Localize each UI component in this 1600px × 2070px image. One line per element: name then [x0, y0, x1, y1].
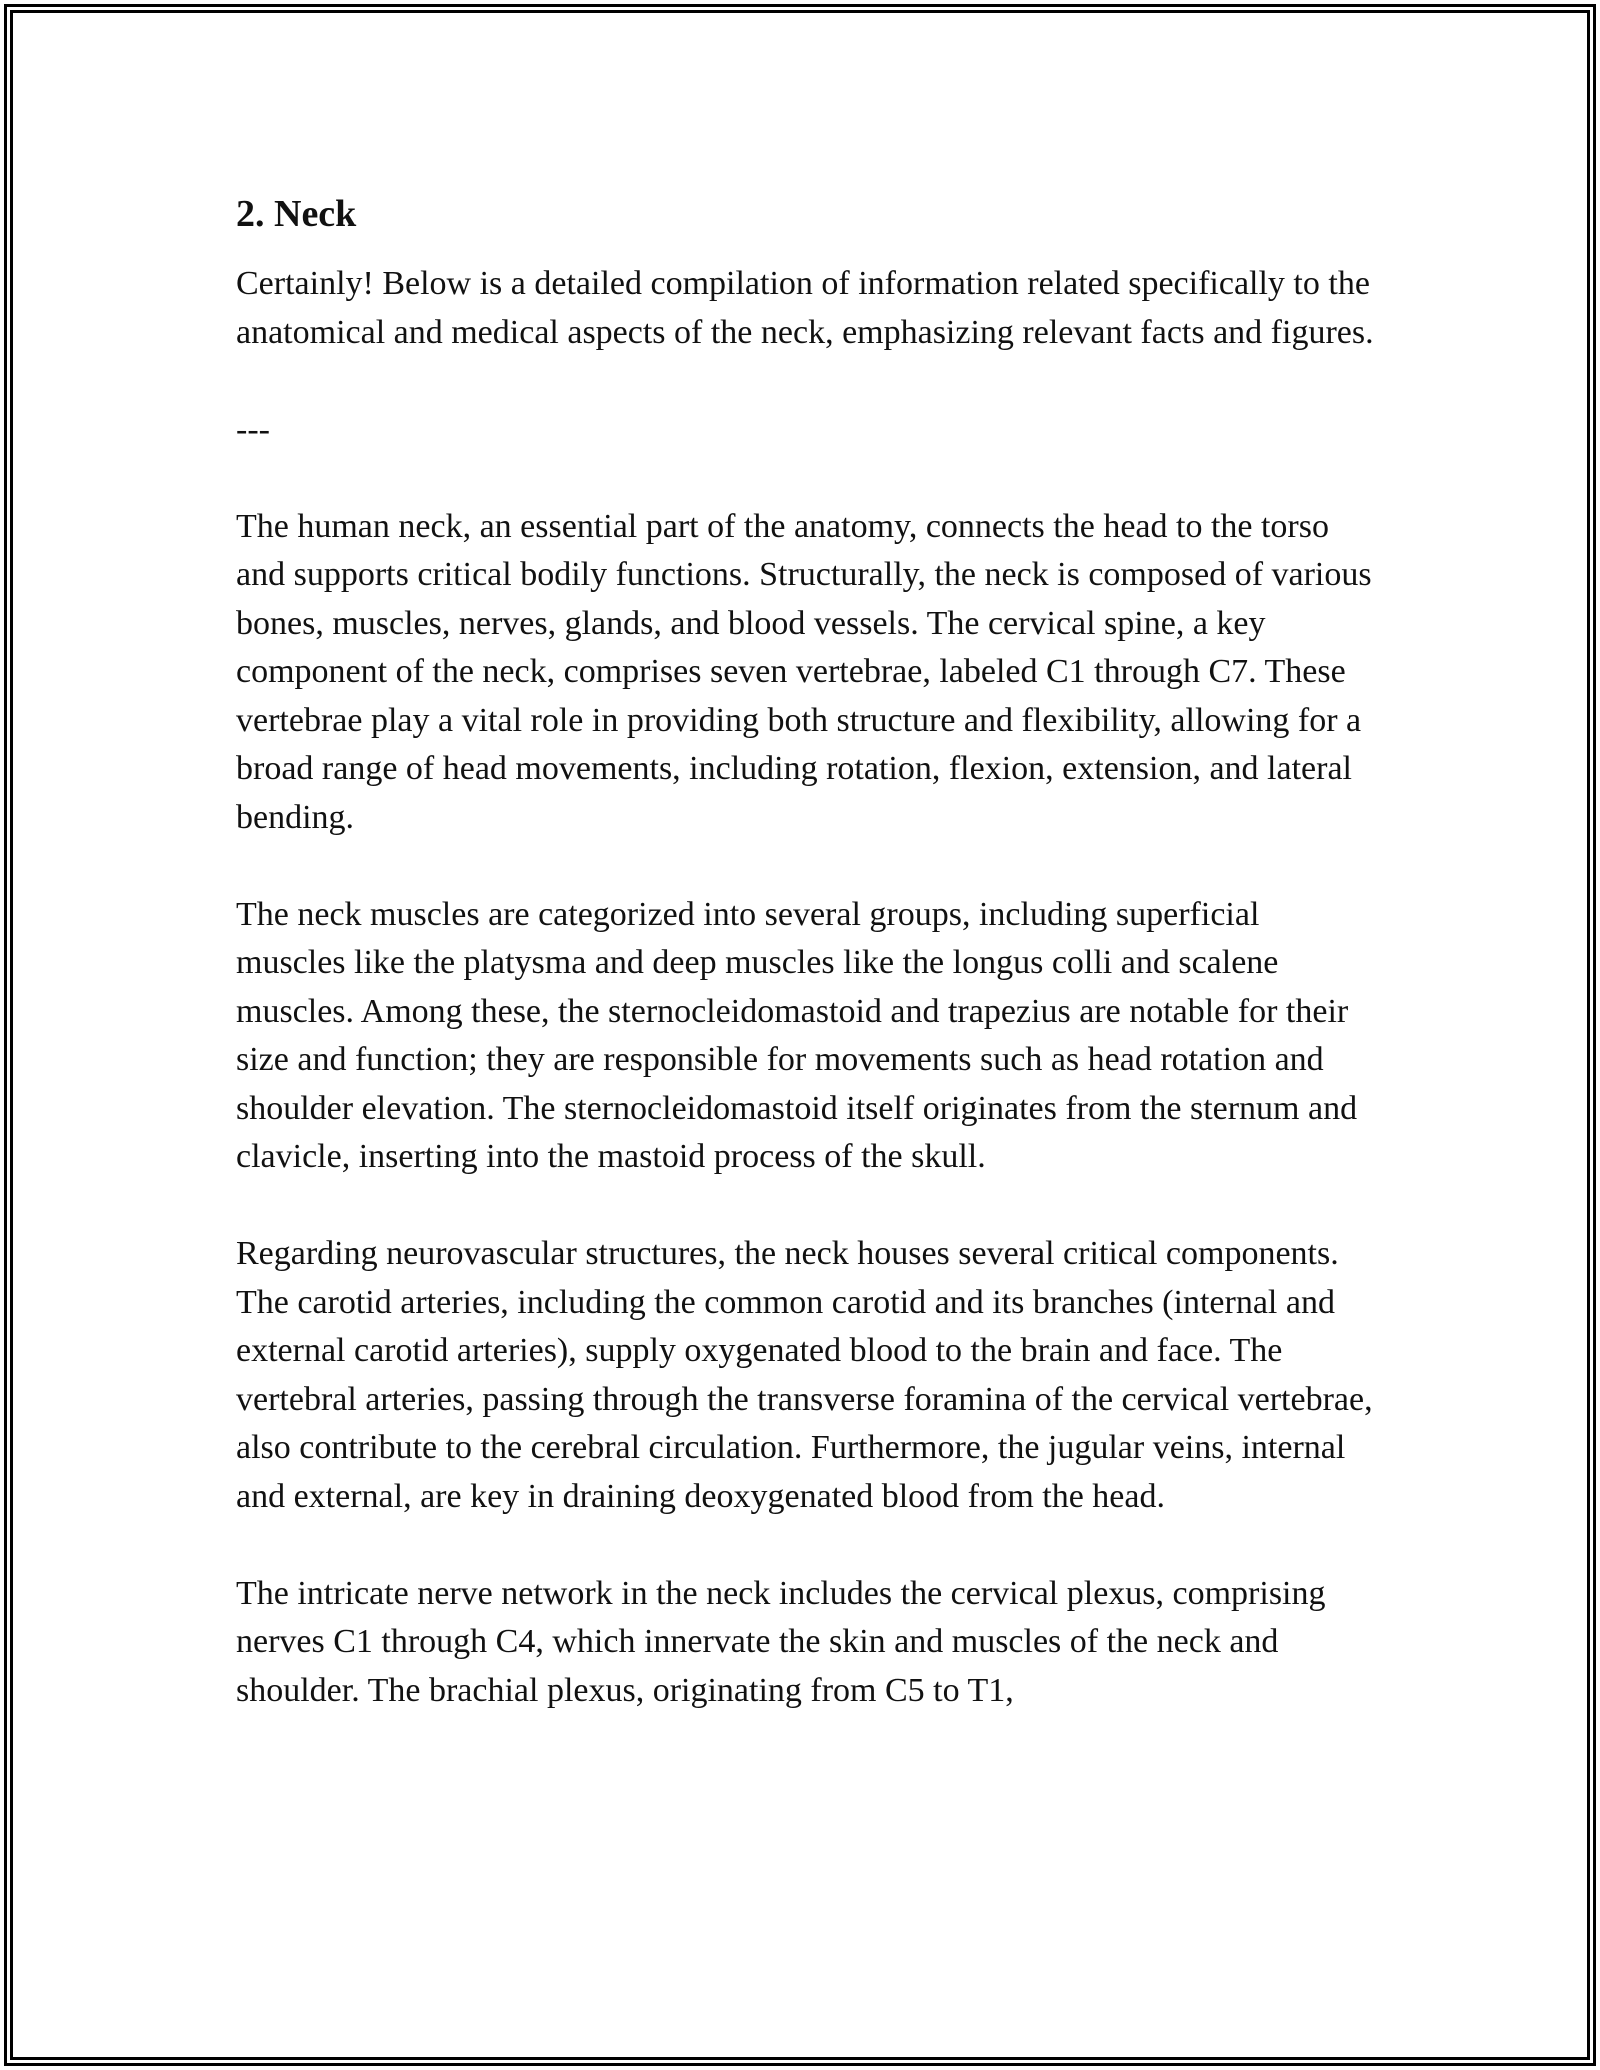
paragraph-neurovascular: Regarding neurovascular structures, the neck houses several critical components. The carotid arteries, including the common carotid and its branches (internal and external carotid arteries), supply oxygenated blood to the brain and face. The vertebral arteries, passing through the transverse foramina of the cervical vertebrae, also contribute to the cerebral circulation. Furthermore, the jugular veins, internal and external, are key in draining deoxygenated blood from the head. [236, 1235, 1373, 1515]
paragraph-nerve-network: The intricate nerve network in the neck includes the cervical plexus, comprising nerves C1 through C4, which innervate the skin and muscles of the neck and shoulder. The brachial plexus, originating from C5 to T1, [236, 1574, 1326, 1709]
section-heading: 2. Neck [236, 193, 357, 235]
paragraph-anatomy-overview: The human neck, an essential part of the anatomy, connects the head to the torso and supports critical bodily functions. Structurally, the neck is composed of various bones, muscles, nerves, glands, and blood vessels. The cervical spine, a key component of the neck, comprises seven vertebrae, labeled C1 through C7. These vertebrae play a vital role in providing both structure and flexibility, allowing for a broad range of head movements, including rotation, flexion, extension, and lateral bending. [236, 507, 1372, 836]
separator-line: --- [236, 410, 270, 448]
paragraph-neck-muscles: The neck muscles are categorized into several groups, including superficial muscles like the platysma and deep muscles like the longus colli and scalene muscles. Among these, the sternocleidomastoid and trapezius are notable for their size and function; they are responsible for movements such as head rotation and shoulder elevation. The sternocleidomastoid itself originates from the sternum and clavicle, inserting into the mastoid process of the skull. [236, 895, 1358, 1175]
document-body [236, 186, 1376, 1715]
intro-paragraph: Certainly! Below is a detailed compilation of information related specifically to the anatomical and medical aspects of the neck, emphasizing relevant facts and figures. [236, 265, 1374, 351]
